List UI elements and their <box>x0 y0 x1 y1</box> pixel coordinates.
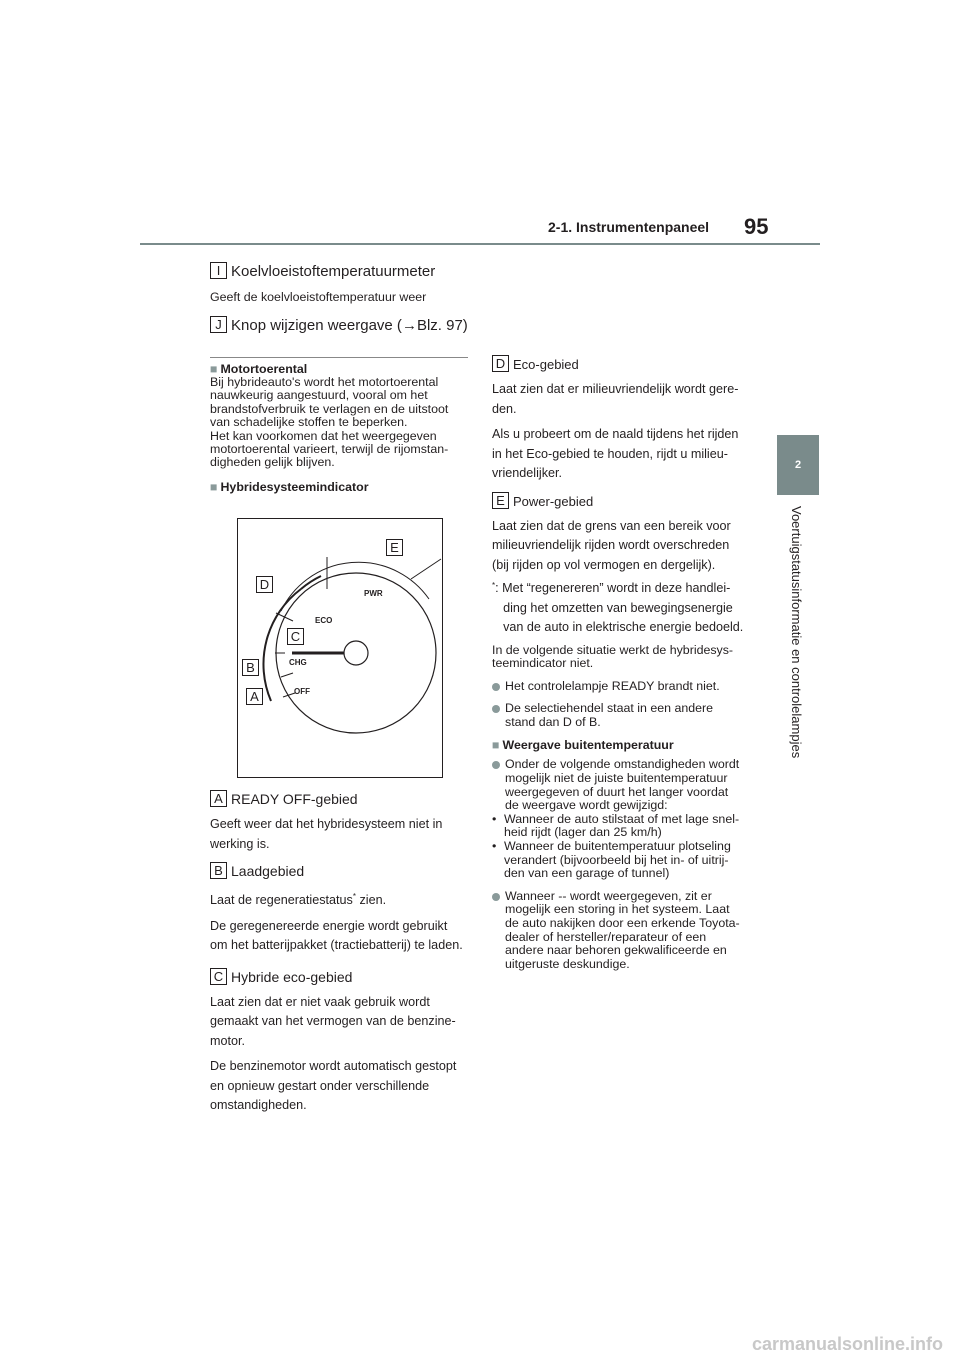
temp-heading: ■ Weergave buitentemperatuur <box>492 738 674 753</box>
gauge-label-b: B <box>242 659 263 678</box>
chapter-side-title: Voertuigstatusinformatie en controlelampjes <box>789 506 804 759</box>
left-items <box>210 790 472 1116</box>
item-b-text1: Laat de regeneratiestatus* zien. <box>210 892 387 907</box>
item-b-heading: B Laadgebied <box>210 862 472 879</box>
temp-sub-2: • Wanneer de buitentemperatuur plotseling verandert (bijvoorbeeld bij het in- of uitrij- den van een garage of tunnel) <box>492 839 731 881</box>
situation-text: In de volgende situatie werkt de hybridesys- teemindicator niet. <box>492 642 734 671</box>
hybrid-gauge-svg <box>238 519 442 777</box>
section-title: 2-1. Instrumentenpaneel <box>548 219 710 235</box>
item-d-heading: D Eco-gebied <box>492 355 762 372</box>
gauge-label-d: D <box>256 576 277 595</box>
item-d-text1: Laat zien dat er milieuvriendelijk wordt gere- den. <box>492 382 739 416</box>
gauge-chg: CHG <box>289 658 307 667</box>
label-j: J <box>210 316 227 333</box>
arrow-icon: → <box>401 317 417 334</box>
hybrid-indicator-figure <box>237 518 443 778</box>
temp-bullet-1: Onder de volgende omstandigheden wordt mogelijk niet de juiste buitentemperatuur weergegeven of duurt het langer voordat de weergave wordt gewijzigd: <box>492 758 762 812</box>
temp-sub-1: • Wanneer de auto stilstaat of met lage snel- heid rijdt (lager dan 25 km/h) <box>492 811 740 840</box>
header-rule <box>140 243 820 245</box>
item-a-text: Geeft weer dat het hybridesysteem niet in werking is. <box>210 817 443 851</box>
temp-bullet-2: Wanneer -- wordt weergegeven, zit er mogelijk een storing in het systeem. Laat de auto nakijken door een erkende Toyota- dealer of hersteller/reparateur of een andere naar behoren gekwalificeerde en uitgeruste deskundige. <box>492 890 762 972</box>
item-c-text1: Laat zien dat er niet vaak gebruik wordt gemaakt van het vermogen van de benzine- motor. <box>210 994 456 1048</box>
bullet-ready: Het controlelampje READY brandt niet. <box>492 680 762 694</box>
label-i: I <box>210 262 227 279</box>
item-i-heading: I Koelvloeistoftemperatuurmeter <box>210 262 435 280</box>
item-e-heading: E Power-gebied <box>492 492 762 509</box>
item-i-desc: Geeft de koelvloeistoftemperatuur weer <box>210 290 427 304</box>
chapter-tab: 2 <box>777 435 819 495</box>
footnote: * : Met “regenereren” wordt in deze handlei- ding het omzetten van bewegingsenergie van de auto in elektrische energie bedoeld. <box>492 581 744 634</box>
hybrid-heading: ■ Hybridesysteemindicator <box>210 479 369 494</box>
item-a-heading: A READY OFF-gebied <box>210 790 472 807</box>
gauge-pwr: PWR <box>364 589 383 598</box>
item-j-heading: J Knop wijzigen weergave (→Blz. 97) <box>210 316 468 334</box>
gauge-label-a: A <box>246 688 267 707</box>
watermark: carmanualsonline.info <box>752 1334 944 1354</box>
column-rule <box>210 357 468 358</box>
motor-heading: ■ Motortoerental <box>210 362 308 376</box>
gauge-off: OFF <box>294 687 310 696</box>
gauge-eco: ECO <box>315 616 333 625</box>
gauge-label-c: C <box>287 628 308 647</box>
left-column <box>210 362 472 494</box>
item-d-text2: Als u probeert om de naald tijdens het rijden in het Eco-gebied te houden, rijdt u milieu- vriendelijker. <box>492 427 739 480</box>
page-number: 95 <box>744 214 769 239</box>
item-e-text1: Laat zien dat de grens van een bereik voor milieuvriendelijk rijden wordt overschreden (bij rijden op vol vermogen en dergelijk). <box>492 518 731 572</box>
item-c-heading: C Hybride eco-gebied <box>210 968 472 985</box>
right-column <box>492 355 762 971</box>
item-b-text2: De geregenereerde energie wordt gebruikt om het batterijpakket (tractiebatterij) te laden. <box>210 918 463 952</box>
bullet-selector: De selectiehendel staat in een andere stand dan D of B. <box>492 702 762 729</box>
item-c-text2: De benzinemotor wordt automatisch gestopt en opnieuw gestart onder verschillende omstandigheden. <box>210 1059 457 1112</box>
motor-text: Bij hybrideauto's wordt het motortoerental nauwkeurig aangestuurd, vooral om het brandstofverbruik te verlagen en de uitstoot van schadelijke stoffen te beperken. Het kan voorkomen dat het weergegeven motortoerental varieert, terwijl de rijomstan- digheden gelijk blijven. <box>210 375 449 470</box>
gauge-label-e: E <box>386 539 407 558</box>
